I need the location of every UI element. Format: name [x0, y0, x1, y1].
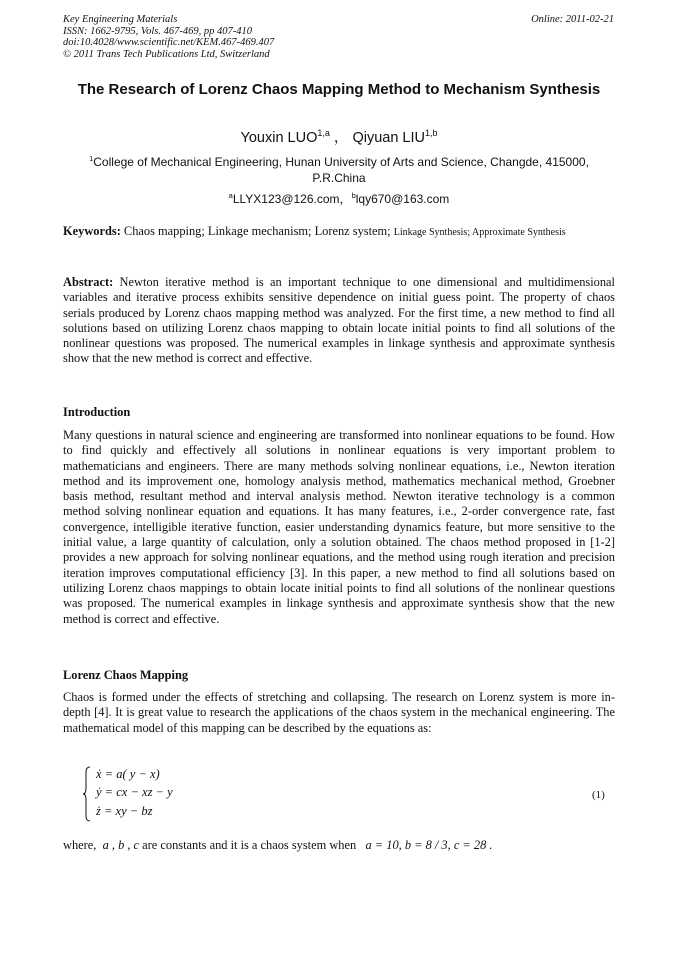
- keywords-small: Linkage Synthesis; Approximate Synthesis: [393, 227, 566, 238]
- where-middle: are constants and it is a chaos system when: [139, 838, 360, 852]
- affiliation-text: College of Mechanical Engineering, Hunan University of Arts and Science, Changde, 415000, P.R.China: [93, 155, 589, 185]
- paper-title: The Research of Lorenz Chaos Mapping Method to Mechanism Synthesis: [77, 81, 601, 98]
- journal-issn: ISSN: 1662-9795, Vols. 467-469, pp 407-410: [63, 25, 252, 37]
- abstract-text: Newton iterative method is an important technique to one dimensional and multidimensional variables and iterative process exhibits sensitive dependence on initial guess point. The property of chaos serials produced by Lorenz chaos mapping method was analyzed. For the first time, a new method to find all solutions based on utilizing Lorenz chaos mapping to obtain locate initial points to find all solutions of the nonlinear questions was proposed. The numerical examples in linkage synthesis and approximate synthesis show that the new method is correct and effective.: [63, 275, 615, 366]
- introduction-heading: Introduction: [63, 405, 131, 419]
- email-a-marker: a: [228, 191, 233, 200]
- where-prefix: where,: [63, 838, 97, 852]
- equation-x-dot: ẋ = a( y − x): [96, 767, 160, 781]
- author-1: Youxin LUO: [240, 130, 318, 146]
- equation-y-dot: ẏ = cx − xz − y: [96, 785, 173, 799]
- equation-z-dot: ż = xy − bz: [96, 804, 153, 818]
- left-brace-icon: [82, 766, 92, 822]
- author-line: [63, 124, 615, 147]
- affiliation-marker: 1: [89, 154, 94, 163]
- email-b-marker: b: [351, 191, 356, 200]
- abstract: [63, 275, 615, 367]
- lorenz-text: Chaos is formed under the effects of stretching and collapsing. The research on Lorenz system is more in-depth [4]. It is great value to research the applications of the chaos system in the mechanical engineering. The mathematical model of this mapping can be described by the equations as:: [63, 690, 615, 735]
- lorenz-equation-system: [82, 766, 282, 822]
- equation-number: (1): [592, 789, 605, 801]
- email-separator: ，: [339, 192, 352, 206]
- email-b[interactable]: lqy670@163.com: [355, 192, 450, 206]
- email-a[interactable]: LLYX123@126.com: [232, 192, 340, 206]
- author-2-affil: 1,b: [424, 128, 438, 138]
- affiliation: [63, 151, 615, 186]
- author-2: Qiyuan LIU: [352, 130, 425, 146]
- online-date: Online: 2011-02-21: [531, 14, 614, 25]
- where-clause: [63, 838, 623, 853]
- author-emails: [63, 188, 615, 207]
- keywords-main: Chaos mapping; Linkage mechanism; Lorenz system;: [120, 224, 394, 238]
- keywords-label: Keywords:: [63, 224, 121, 238]
- where-variables: a , b , c: [102, 838, 140, 852]
- author-1-affil: 1,a: [317, 128, 330, 138]
- author-separator: ，: [329, 130, 353, 146]
- lorenz-heading: Lorenz Chaos Mapping: [63, 668, 189, 682]
- introduction-text: Many questions in natural science and engineering are transformed into nonlinear equations to be found. How to find quickly and effectively all solutions in nonlinear equations is very important problem to mathematicians and engineers. There are many methods solving nonlinear equations, i.e., Newton iteration method and its improvement one, homology analysis method, mathematics mechanical method, Groebner basis method, resultant method and interval analysis method. Newton iterative technology is a common method solving nonlinear equation and equations. It has many features, i.e., 2-order convergence rate, fast convergence, intelligible iterative function, easier understanding dynamics feature, but more sensitive to the initial value, a large quantity of calculation, only a solution obtained. The chaos method proposed in [1-2] provides a new approach for solving nonlinear equations, and the method using rough iteration and precision iteration improves computational efficiency [3]. In this paper, a new method to find all solutions based on utilizing Lorenz chaos mappings to obtain locate initial points to find all solutions of the nonlinear questions was proposed. The numerical examples in linkage synthesis and approximate synthesis show that the new method is correct and effective.: [63, 428, 615, 626]
- journal-copyright: © 2011 Trans Tech Publications Ltd, Switzerland: [63, 48, 270, 60]
- keywords: [63, 224, 615, 240]
- where-values: a = 10, b = 8 / 3, c = 28 .: [365, 838, 493, 852]
- journal-name: Key Engineering Materials: [63, 14, 178, 25]
- journal-doi: doi:10.4028/www.scientific.net/KEM.467-469.407: [63, 37, 275, 48]
- journal-header: [63, 14, 483, 60]
- abstract-label: Abstract:: [63, 275, 114, 289]
